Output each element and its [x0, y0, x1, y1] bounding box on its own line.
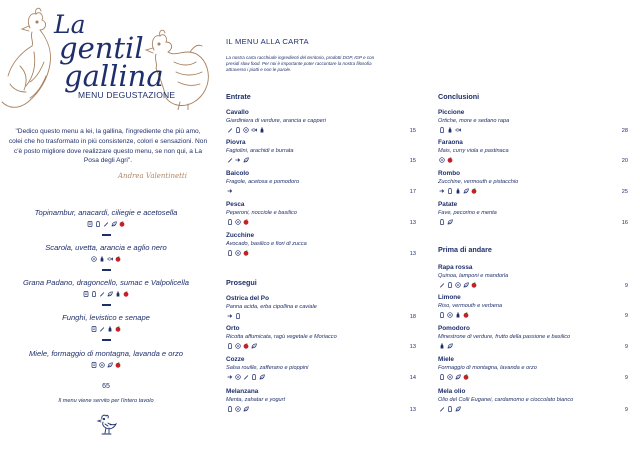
vegan-leaf-icon [447, 343, 453, 349]
dairy-icon [439, 219, 445, 225]
dish-allergen-icons [438, 373, 628, 381]
dish-allergen-icons [438, 218, 628, 226]
section-title-prima-di-andare: Prima di andare [438, 245, 492, 254]
dairy-icon [227, 250, 233, 256]
dish-name: Miele [438, 356, 454, 363]
tasting-course [0, 278, 212, 306]
chef-dedication: "Dedico questo menu a lei, la gallina, l'ingrediente che più amo, colei che ho trasformato in più consistenze, colori e sensazioni. Non c'è posto migliore dove realizzare questo menu, se non qui, a La Posa degli Agri". [8, 128, 208, 165]
dish-name: Ostrica del Po [226, 295, 269, 302]
dish-allergen-icons [226, 342, 416, 350]
course-name: Topinambur, anacardi, ciliegie e acetosella [34, 208, 178, 217]
fish-icon [455, 127, 461, 133]
dish-allergen-icons [438, 405, 628, 413]
dish-description: Minestrone di verdure, frutto della passione e basilico [438, 334, 571, 340]
dish-name: Orto [226, 325, 240, 332]
gluten-free-icon [91, 326, 97, 332]
vegetarian-icon [455, 282, 461, 288]
dish-price: 13 [409, 251, 416, 257]
tasting-course [0, 349, 212, 369]
dish-price: 9 [624, 375, 628, 381]
fish-icon [107, 256, 113, 262]
dairy-icon [439, 312, 445, 318]
dish-item [438, 264, 628, 289]
dish-name: Mela olio [438, 388, 466, 395]
gluten-free-icon [83, 291, 89, 297]
course-divider [102, 234, 111, 236]
dish-allergen-icons [226, 126, 416, 134]
dish-item [438, 109, 628, 134]
dairy-icon [227, 219, 233, 225]
shellfish-icon [227, 188, 233, 194]
bottle-icon [455, 188, 461, 194]
dish-price: 15 [409, 158, 416, 164]
vegan-leaf-icon [447, 219, 453, 225]
dairy-icon [447, 406, 453, 412]
gluten-free-icon [91, 362, 97, 368]
tasting-course [0, 208, 212, 236]
course-name: Miele, formaggio di montagna, lavanda e orzo [28, 349, 184, 358]
vegetarian-icon [235, 219, 241, 225]
tasting-course [0, 243, 212, 271]
chili-icon [243, 343, 249, 349]
dish-description: Formaggio di montagna, lavanda e orzo [438, 365, 537, 371]
dish-price: 13 [409, 344, 416, 350]
course-divider [102, 339, 111, 341]
vegan-leaf-icon [259, 374, 265, 380]
dish-item [438, 325, 628, 350]
vegan-leaf-icon [243, 157, 249, 163]
dish-price: 9 [624, 313, 628, 319]
hen-logo-icon [96, 413, 118, 437]
dish-allergen-icons [226, 312, 416, 320]
vegetarian-icon [447, 374, 453, 380]
dish-description: Fragole, acetosa e pomodoro [226, 179, 300, 185]
chili-icon [243, 250, 249, 256]
chili-icon [115, 326, 121, 332]
nut-icon [243, 374, 249, 380]
dish-item [226, 356, 416, 381]
vegan-leaf-icon [463, 282, 469, 288]
chef-signature: Andrea Valentinetti [118, 172, 187, 180]
title-line-2: gentil [59, 31, 144, 65]
dish-allergen-icons [438, 281, 628, 289]
course-name: Funghi, levistico e senape [62, 313, 150, 322]
vegan-leaf-icon [243, 406, 249, 412]
dairy-icon [227, 343, 233, 349]
dairy-icon [227, 406, 233, 412]
dish-price: 16 [621, 220, 628, 226]
vegan-leaf-icon [107, 291, 113, 297]
dish-name: Rombo [438, 170, 461, 177]
dish-description: Salsa rouille, zafferano e pioppini [226, 365, 309, 371]
dish-item [226, 232, 416, 257]
dish-item [438, 294, 628, 319]
bottle-icon [455, 312, 461, 318]
dish-description: Fave, pecorino e menta [438, 210, 497, 216]
vegetarian-icon [235, 250, 241, 256]
vegetarian-icon [243, 127, 249, 133]
menu-subtitle: MENU DEGUSTAZIONE [78, 90, 176, 100]
dairy-icon [439, 374, 445, 380]
dish-allergen-icons [438, 311, 628, 319]
chili-icon [463, 374, 469, 380]
section-title-prosegui: Prosegui [226, 278, 257, 287]
course-allergen-icons [0, 220, 212, 228]
nut-icon [103, 221, 109, 227]
tasting-menu-panel [0, 0, 212, 453]
title-line-3: gallina [64, 59, 164, 93]
dish-price: 13 [409, 407, 416, 413]
dish-allergen-icons [438, 156, 628, 164]
nut-icon [227, 157, 233, 163]
chili-icon [447, 157, 453, 163]
dish-price: 13 [409, 220, 416, 226]
nut-icon [227, 127, 233, 133]
dairy-icon [251, 374, 257, 380]
dairy-icon [95, 221, 101, 227]
vegetarian-icon [99, 362, 105, 368]
bottle-icon [259, 127, 265, 133]
dish-description: Ortiche, more e sedano rapa [438, 118, 510, 124]
dish-price: 14 [409, 375, 416, 381]
dish-price: 18 [409, 314, 416, 320]
dish-price: 17 [409, 189, 416, 195]
vegetarian-icon [91, 256, 97, 262]
dish-description: Panna acida, erba cipollina e caviale [226, 304, 317, 310]
dish-price: 9 [624, 407, 628, 413]
dish-allergen-icons [438, 187, 628, 195]
dish-name: Zucchine [226, 232, 255, 239]
shellfish-icon [439, 188, 445, 194]
chili-icon [115, 256, 121, 262]
chili-icon [471, 282, 477, 288]
dish-price: 15 [409, 128, 416, 134]
dish-name: Piccione [438, 109, 465, 116]
bottle-icon [99, 256, 105, 262]
dish-item [438, 139, 628, 164]
section-title-entrate: Entrate [226, 92, 251, 101]
dish-item [226, 201, 416, 226]
title-line-1: La [54, 10, 86, 39]
dish-allergen-icons [226, 156, 416, 164]
vegetarian-icon [235, 406, 241, 412]
dairy-icon [447, 188, 453, 194]
dish-description: Olio del Colli Euganei, cardamomo e cioccolato bianco [438, 397, 574, 403]
dish-allergen-icons [226, 187, 416, 195]
course-divider [102, 304, 111, 306]
dish-description: Quinoa, lamponi e mandorla [438, 273, 509, 279]
vegan-leaf-icon [455, 374, 461, 380]
dairy-icon [447, 282, 453, 288]
dish-name: Pomodoro [438, 325, 470, 332]
vegetarian-icon [447, 312, 453, 318]
dish-name: Baicolo [226, 170, 250, 177]
course-name: Scarola, uvetta, arancia e aglio nero [45, 243, 167, 252]
dish-item [226, 139, 416, 164]
vegetarian-icon [439, 157, 445, 163]
dish-allergen-icons [226, 373, 416, 381]
dish-item [226, 388, 416, 413]
dish-item [226, 170, 416, 195]
chili-icon [243, 219, 249, 225]
dish-item [226, 295, 416, 320]
chili-icon [463, 312, 469, 318]
chili-icon [115, 362, 121, 368]
nut-icon [99, 326, 105, 332]
dish-allergen-icons [438, 126, 628, 134]
shellfish-icon [227, 313, 233, 319]
dish-item [438, 388, 628, 413]
a-la-carte-title: IL MENU ALLA CARTA [226, 37, 309, 46]
dish-name: Patate [438, 201, 458, 208]
dish-item [438, 170, 628, 195]
dish-allergen-icons [226, 405, 416, 413]
dish-item [438, 201, 628, 226]
gluten-free-icon [87, 221, 93, 227]
course-allergen-icons [0, 290, 212, 298]
tasting-menu-price: 65 [102, 383, 110, 390]
dish-allergen-icons [226, 249, 416, 257]
dish-item [226, 325, 416, 350]
tasting-course [0, 313, 212, 341]
dish-name: Melanzana [226, 388, 259, 395]
shellfish-icon [235, 157, 241, 163]
a-la-carte-intro: La nostra carta racchiude ingredienti del territorio, prodotti DOP, IGP e con presidi slow food. Per noi è importante poter raccontare la nostra filosofia attraverso i piatti e non le parole. [226, 55, 375, 72]
dish-description: Riso, vermouth e verbena [438, 303, 503, 309]
dish-price: 9 [624, 283, 628, 289]
dish-price: 9 [624, 344, 628, 350]
dish-name: Rapa rossa [438, 264, 473, 271]
chili-icon [471, 188, 477, 194]
chili-icon [123, 291, 129, 297]
dairy-icon [235, 127, 241, 133]
dish-allergen-icons [226, 218, 416, 226]
course-divider [102, 269, 111, 271]
dish-name: Cavallo [226, 109, 249, 116]
dish-description: Fagiolini, arachidi e burrata [226, 148, 294, 154]
dish-price: 28 [621, 128, 628, 134]
dish-description: Avocado, basilico e fiori di zucca [226, 241, 307, 247]
fish-icon [251, 127, 257, 133]
course-allergen-icons [0, 361, 212, 369]
vegan-leaf-icon [463, 188, 469, 194]
bottle-icon [107, 326, 113, 332]
dish-description: Peperoni, nocciole e basilico [226, 210, 297, 216]
vegan-leaf-icon [111, 221, 117, 227]
course-allergen-icons [0, 325, 212, 333]
dish-item [438, 356, 628, 381]
dish-name: Cozze [226, 356, 245, 363]
dish-name: Piovra [226, 139, 246, 146]
section-title-conclusioni: Conclusioni [438, 92, 480, 101]
bottle-icon [439, 343, 445, 349]
dish-item [226, 109, 416, 134]
bottle-icon [447, 127, 453, 133]
dish-allergen-icons [438, 342, 628, 350]
dairy-icon [439, 127, 445, 133]
dish-description: Zucchine, vermouth e pistacchio [438, 179, 519, 185]
nut-icon [439, 406, 445, 412]
dish-description: Ricotta affumicata, ragù vegetale e Moriacco [226, 334, 337, 340]
chili-icon [119, 221, 125, 227]
dish-description: Menta, zahatar e yogurt [226, 397, 286, 403]
course-allergen-icons [0, 255, 212, 263]
dish-name: Faraona [438, 139, 463, 146]
dish-name: Pesca [226, 201, 245, 208]
served-note: Il menu viene servito per l'intero tavolo [58, 398, 154, 404]
vegetarian-icon [235, 343, 241, 349]
vegan-leaf-icon [455, 406, 461, 412]
bottle-icon [115, 291, 121, 297]
course-name: Grana Padano, dragoncello, sumac e Valpolicella [22, 278, 190, 287]
dish-price: 20 [621, 158, 628, 164]
dish-name: Limone [438, 294, 461, 301]
dish-price: 25 [621, 189, 628, 195]
vegetarian-icon [235, 374, 241, 380]
dish-description: Giardiniera di verdure, arancia e capperi [226, 118, 326, 124]
nut-icon [99, 291, 105, 297]
dairy-icon [235, 313, 241, 319]
vegan-leaf-icon [107, 362, 113, 368]
vegan-leaf-icon [251, 343, 257, 349]
shellfish-icon [227, 374, 233, 380]
dish-description: Mais, curry viola e pastinaca [438, 148, 509, 154]
dairy-icon [91, 291, 97, 297]
nut-icon [439, 282, 445, 288]
